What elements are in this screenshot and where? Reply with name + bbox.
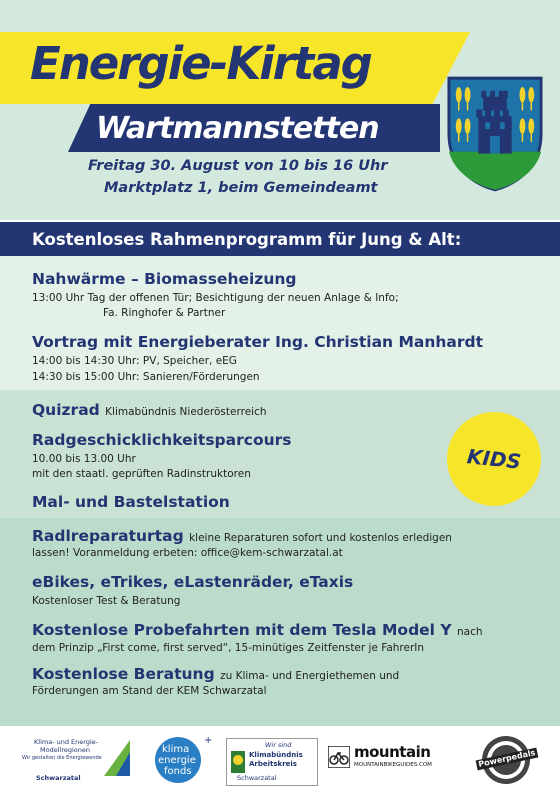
kids-badge-label: KIDS (465, 444, 523, 474)
beratung-note: zu Klima- und Energiethemen und (220, 670, 400, 682)
beratung-line-2: Förderungen am Stand der KEM Schwarzatal (32, 685, 267, 697)
klimabuendnis-tree-icon (231, 751, 245, 773)
probefahrten-note: nach (457, 626, 483, 638)
vortrag-title: Vortrag mit Energieberater Ing. Christian Manhardt (32, 333, 484, 351)
nahwaerme-line-2: Fa. Ringhofer & Partner (103, 307, 226, 319)
probefahrten-item (32, 620, 483, 642)
probefahrten-title: Kostenlose Probefahrten mit dem Tesla Model Y (32, 621, 452, 639)
klima-energie-fonds-logo: klima energie fonds + (152, 734, 214, 786)
radgeschick-line-2: mit den staatl. geprüften Radinstruktoren (32, 468, 251, 480)
quizrad-title: Quizrad (32, 401, 100, 419)
radlreparatur-item (32, 526, 452, 548)
program-heading: Kostenloses Rahmenprogramm für Jung & Alt: (32, 230, 462, 249)
powerpedals-logo: Powerpedals (474, 734, 538, 786)
vortrag-line-1: 14:00 bis 14:30 Uhr: PV, Speicher, eEG (32, 355, 237, 367)
event-place: Marktplatz 1, beim Gemeindeamt (104, 180, 378, 196)
malstation-title: Mal- und Bastelstation (32, 493, 230, 511)
vortrag-line-2: 14:30 bis 15:00 Uhr: Sanieren/Förderungen (32, 371, 260, 383)
town-subtitle: Wartmannstetten (96, 111, 379, 146)
radlreparatur-title: Radlreparaturtag (32, 527, 184, 545)
ebikes-line-1: Kostenloser Test & Beratung (32, 595, 181, 607)
kem-schwarzatal-logo: Klima- und Energie- Modellregionen Wir gestalten die Energiewende Schwarzatal (22, 734, 134, 786)
bicycle-icon (328, 746, 350, 768)
mountainbikeguides-logo: mountain MOUNTAINBIKEGUIDES.COM (328, 734, 458, 786)
event-title: Energie-Kirtag (30, 37, 371, 90)
kem-arrow-icon (102, 738, 132, 778)
event-date: Freitag 30. August von 10 bis 16 Uhr (88, 158, 388, 174)
coat-of-arms-icon (446, 75, 544, 193)
radgeschick-line-1: 10.00 bis 13.00 Uhr (32, 453, 136, 465)
quizrad-item (32, 400, 267, 422)
radgeschick-title: Radgeschicklichkeitsparcours (32, 431, 292, 449)
probefahrten-line-2: dem Prinzip „First come, first served“, 15-minütiges Zeitfenster je FahrerIn (32, 642, 425, 654)
ebikes-title: eBikes, eTrikes, eLastenräder, eTaxis (32, 573, 354, 591)
quizrad-note: Klimabündnis Niederösterreich (105, 406, 267, 418)
radlreparatur-note: kleine Reparaturen sofort und kostenlos erledigen (189, 532, 452, 544)
nahwaerme-title: Nahwärme – Biomasseheizung (32, 270, 297, 288)
klimabuendnis-logo: Wir sind Klimabündnis Arbeitskreis Schwarzatal (226, 738, 318, 786)
beratung-item (32, 664, 399, 686)
nahwaerme-line-1: 13:00 Uhr Tag der offenen Tür; Besichtigung der neuen Anlage & Info; (32, 292, 399, 304)
plus-icon: + (204, 735, 213, 746)
beratung-title: Kostenlose Beratung (32, 665, 215, 683)
radlreparatur-line-2: lassen! Voranmeldung erbeten: office@kem-schwarzatal.at (32, 547, 343, 559)
